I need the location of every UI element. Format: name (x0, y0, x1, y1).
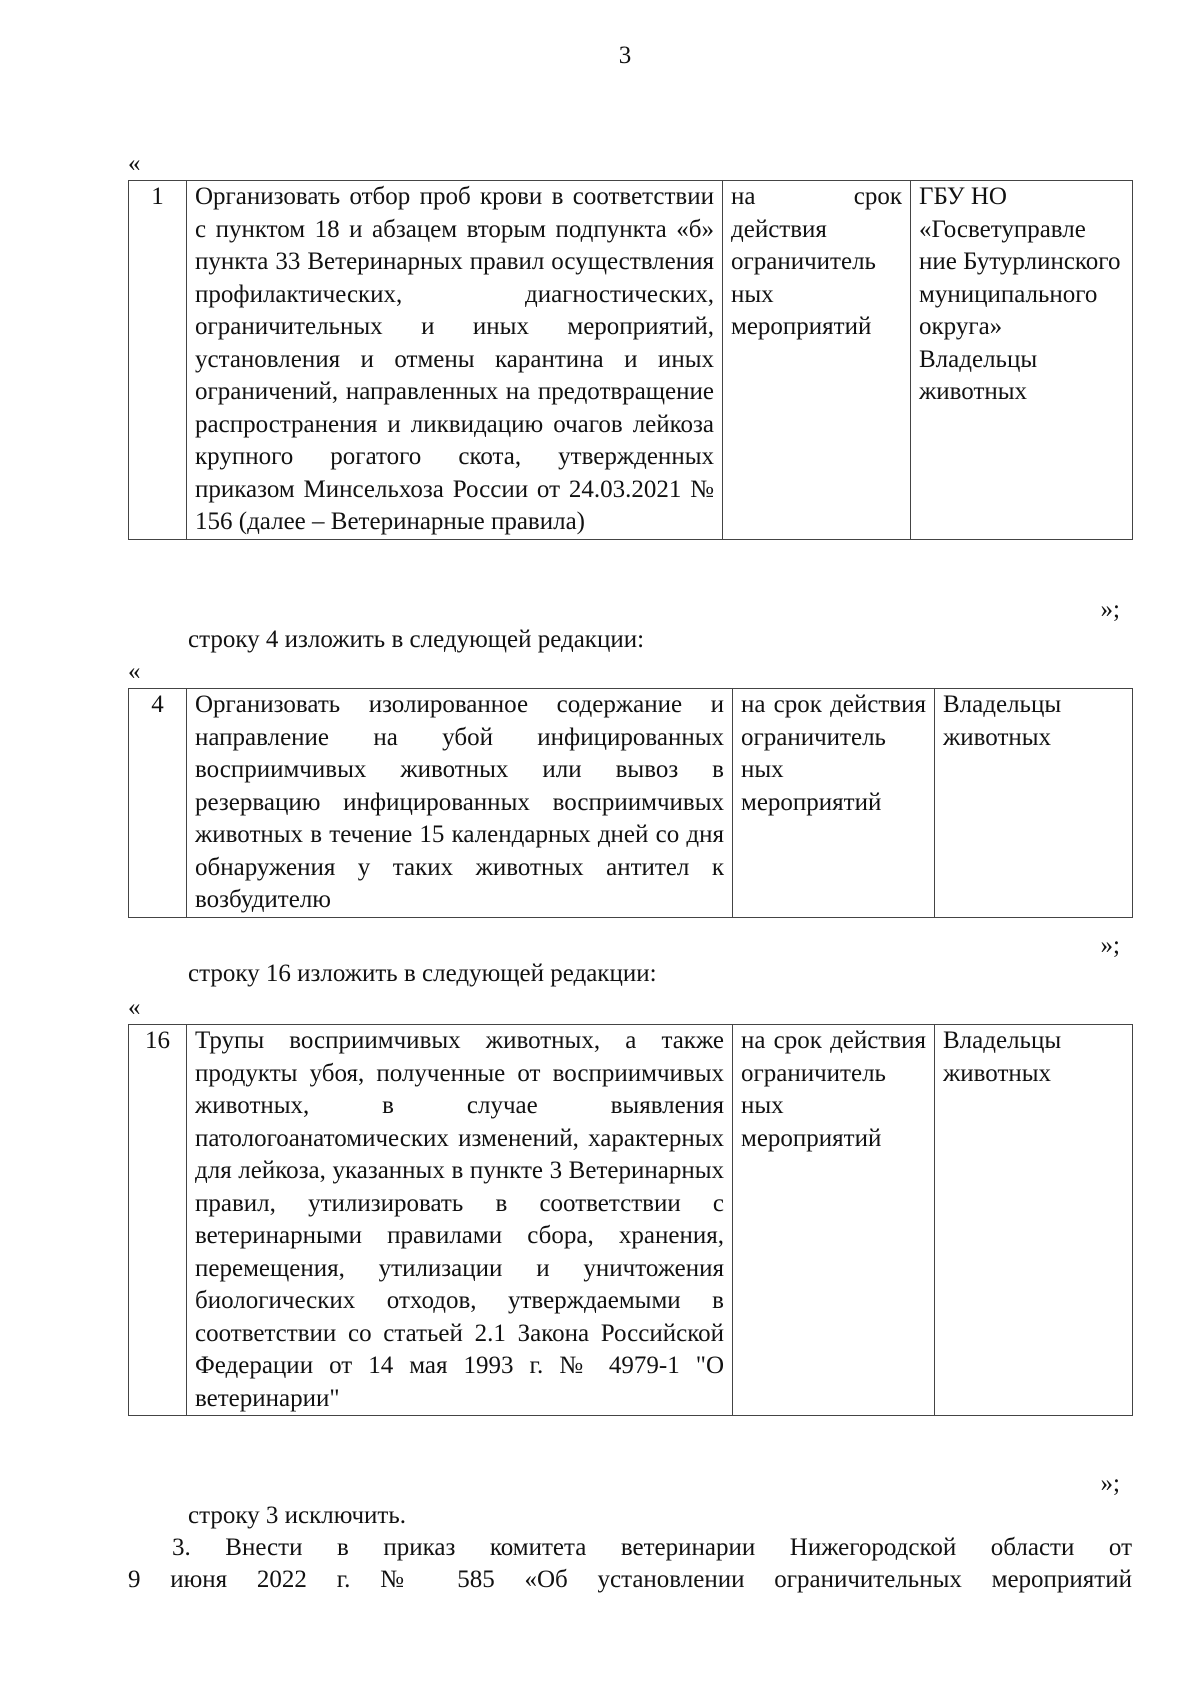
paragraph-item3-line2: 9 июня 2022 г. № 585 «Об установлении ограничительных мероприятий (128, 1566, 1132, 1593)
term-text: на срок действия ограничитель ных мероприятий (733, 689, 935, 918)
table (128, 688, 1133, 918)
measure-text: Организовать изолированное содержание и направление на убой инфицированных восприимчивых животных или вывоз в резервацию инфицированных восприимчивых животных в течение 15 календарных дней со дня обнаружения у таких животных антител к возбудителю (187, 689, 733, 918)
opening-quote: « (128, 150, 141, 177)
responsible-text: Владельцы животных (935, 1025, 1133, 1416)
paragraph-row3-exclude: строку 3 исключить. (188, 1502, 406, 1529)
table-row (129, 1025, 1133, 1416)
amendment-table-row-1 (128, 180, 1132, 540)
term-text: на срок действия ограничитель ных мероприятий (733, 1025, 935, 1416)
responsible-text: Владельцы животных (935, 689, 1133, 918)
table-row (129, 181, 1133, 540)
term-text: на срок действия ограничитель ных мероприятий (723, 181, 911, 540)
row-number: 16 (129, 1025, 187, 1416)
paragraph-row4-intro: строку 4 изложить в следующей редакции: (188, 626, 645, 653)
closing-quote: »; (1100, 932, 1120, 959)
measure-text: Организовать отбор проб крови в соответствии с пунктом 18 и абзацем вторым подпункта «б» пункта 33 Ветеринарных правил осуществления профилактических, диагностических, ограничительных и иных мероприятий, установления и отмены карантина и иных ограничений, направленных на предотвращение распространения и ликвидацию очагов лейкоза крупного рогатого скота, утвержденных приказом Минсельхоза России от 24.03.2021 № 156 (далее – Ветеринарные правила) (187, 181, 723, 540)
table (128, 1024, 1133, 1416)
page-number: 3 (618, 42, 632, 69)
opening-quote: « (128, 658, 141, 685)
row-number: 1 (129, 181, 187, 540)
responsible-text: ГБУ НО «Госветуправле ние Бутурлинского муниципального округа» Владельцы животных (911, 181, 1133, 540)
closing-quote: »; (1100, 1470, 1120, 1497)
paragraph-row16-intro: строку 16 изложить в следующей редакции: (188, 960, 657, 987)
table (128, 180, 1133, 540)
paragraph-item3-line1: 3. Внести в приказ комитета ветеринарии Нижегородской области от (172, 1534, 1132, 1561)
measure-text: Трупы восприимчивых животных, а также продукты убоя, полученные от восприимчивых животных, в случае выявления патологоанатомических изменений, характерных для лейкоза, указанных в пункте 3 Ветеринарных правил, утилизировать в соответствии с ветеринарными правилами сбора, хранения, перемещения, утилизации и уничтожения биологических отходов, утверждаемыми в соответствии со статьей 2.1 Закона Российской Федерации от 14 мая 1993 г. № 4979-1 "О ветеринарии" (187, 1025, 733, 1416)
amendment-table-row-4 (128, 688, 1132, 918)
opening-quote: « (128, 994, 141, 1021)
table-row (129, 689, 1133, 918)
amendment-table-row-16 (128, 1024, 1132, 1416)
row-number: 4 (129, 689, 187, 918)
closing-quote: »; (1100, 596, 1120, 623)
